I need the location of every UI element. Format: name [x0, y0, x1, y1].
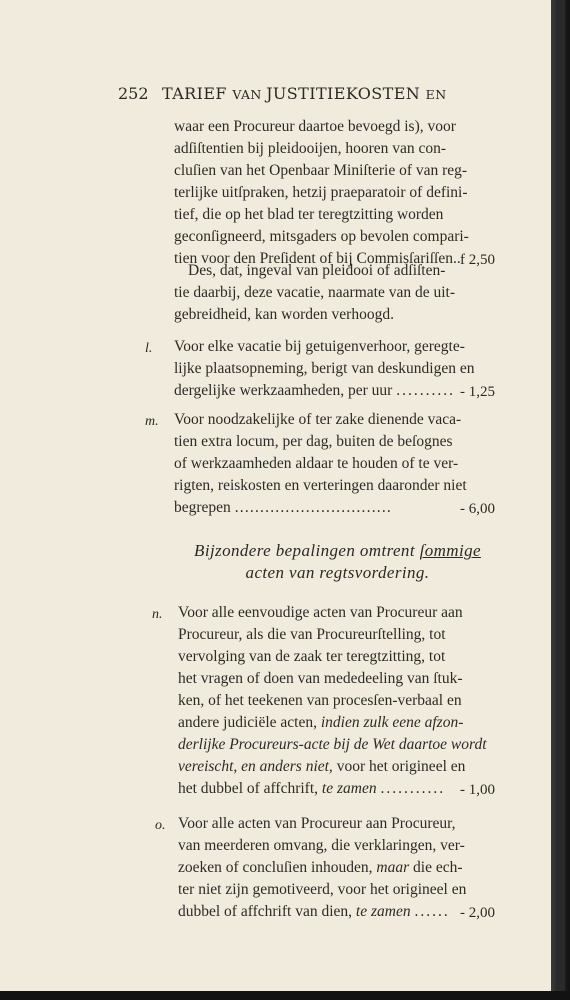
text-line: derlijke Procureurs-acte bij de Wet daartoe wordt — [178, 736, 487, 753]
text-line: tien voor den Preſident of bij Commisſariſſen.. — [174, 250, 461, 267]
text-line: tien extra locum, per dag, buiten de beſognes — [174, 433, 453, 450]
page-number: 252 — [118, 84, 149, 103]
des-line-2: tie daarbij, deze vacatie, naarmate van de uit- — [174, 284, 455, 301]
section-subheading-line-2: acten van regtsvordering. — [245, 563, 430, 582]
text-line: van meerderen omvang, die verklaringen, ver- — [178, 837, 465, 854]
item-marker: l. — [145, 341, 153, 356]
section-subheading-line-1: Bijzondere bepalingen omtrent ſommige — [194, 541, 481, 560]
text-line: Voor elke vacatie bij getuigenverhoor, geregte- — [174, 338, 465, 355]
scan-border — [0, 991, 570, 1000]
text-line: Voor noodzakelijke of ter zake dienende vaca- — [174, 411, 462, 428]
text-line: ken, of het teekenen van procesſen-verbaal en — [178, 692, 462, 709]
text-line: het vragen of doen van mededeeling van ſtuk- — [178, 670, 463, 687]
text-line: andere judiciële acten, indien zulk eene afzon- — [178, 714, 464, 731]
text-line: geconſigneerd, mitsgaders op bevolen compari- — [174, 228, 469, 245]
fee-amount: - 2,00 — [460, 905, 495, 921]
text-line: Procureur, als die van Procureurſtelling, tot — [178, 626, 446, 643]
book-spine — [551, 0, 570, 1000]
text-line: zoeken of concluſien inhouden, maar die ech- — [178, 859, 463, 876]
text-line: ter niet zijn gemotiveerd, voor het origineel en — [178, 881, 467, 898]
text-line: lijke plaatsopneming, berigt van deskundigen en — [174, 360, 475, 377]
text-line: dubbel of affchrift van dien, te zamen ...... — [178, 903, 450, 920]
text-line: het dubbel of affchrift, te zamen ........... — [178, 780, 446, 797]
text-line: Voor alle acten van Procureur aan Procureur, — [178, 815, 456, 832]
text-line: dergelijke werkzaamheden, per uur .......... — [174, 382, 455, 399]
text-line: vereischt, en anders niet, voor het origineel en — [178, 758, 466, 775]
text-line: cluſien van het Openbaar Miniſterie of van reg- — [174, 162, 468, 179]
text-line: waar een Procureur daartoe bevoegd is), voor — [174, 118, 456, 135]
text-line: of werkzaamheden aldaar te houden of te ver- — [174, 455, 459, 472]
fee-amount: f 2,50 — [460, 252, 495, 268]
text-line: adſiſtentien bij pleidooijen, hooren van con- — [174, 140, 447, 157]
fee-amount: - 1,25 — [460, 384, 495, 400]
item-marker: o. — [155, 818, 166, 833]
text-line: tief, die op het blad ter teregtzitting worden — [174, 206, 444, 223]
text-line: begrepen ............................... — [174, 499, 393, 516]
fee-amount: - 6,00 — [460, 501, 495, 517]
des-line-1: Des, dat, ingeval van pleidooi of adſiſten- — [188, 262, 446, 279]
text-line: vervolging van de zaak ter teregtzitting, tot — [178, 648, 446, 665]
text-line: terlijke uitſpraken, hetzij praeparatoir of defini- — [174, 184, 468, 201]
text-line: Voor alle eenvoudige acten van Procureur aan — [178, 604, 463, 621]
des-line-3: gebreidheid, kan worden verhoogd. — [174, 306, 394, 323]
item-marker: n. — [152, 607, 163, 622]
page-header — [118, 84, 468, 108]
text-line: rigten, reiskosten en verteringen daaronder niet — [174, 477, 467, 494]
item-marker: m. — [145, 414, 159, 429]
running-title: TARIEF VAN JUSTITIEKOSTEN EN — [162, 84, 447, 103]
fee-amount: - 1,00 — [460, 782, 495, 798]
